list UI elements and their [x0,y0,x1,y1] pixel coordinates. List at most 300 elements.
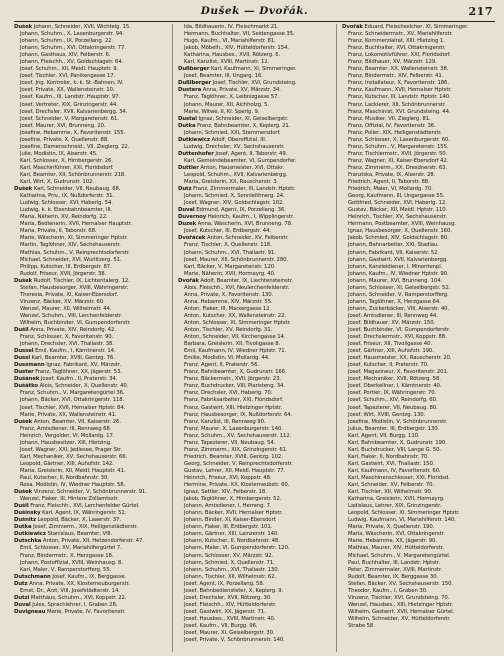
entry-details: Josef, Tischler, XVI, Panikengasse 17. [20,73,116,80]
directory-entry [178,574,331,581]
entry-details: Josef, Private, XX, Wallensteinstr. 10. [20,87,115,94]
directory-entry [178,433,331,440]
directory-entry [178,341,331,348]
entry-details: Karl, Kaufmann, XI, Simmeringer. [210,66,297,73]
entry-surname: Dußberger [178,66,210,73]
directory-entry [178,186,331,193]
directory-entry [14,412,167,419]
entry-details: Johann, Bahnarbeiter, XXI, Stadlau. [348,242,439,249]
directory-entry [14,355,167,362]
entry-surname: Dušek [14,489,33,496]
entry-details: Josef, Tischler, XVI, Grundsteing. [212,80,297,87]
directory-entry [14,517,167,524]
entry-details: Heinrich, Friseur, XVI, Koppstr. 48. [184,475,272,481]
directory-entry [342,327,495,334]
directory-entry [342,440,495,447]
entry-details: Josef, Gastwirt, XX, Jägerstr. 71. [184,608,266,615]
directory-entry [178,193,331,200]
directory-entry [342,66,495,73]
directory-entry [342,369,495,376]
entry-details: Franz, Wagner, XI, Kaiser-Ebersdorf 42. [348,157,449,164]
directory-entry [342,257,495,264]
directory-entry [178,257,331,264]
directory-entry [178,31,331,38]
directory-entry [178,390,331,397]
directory-entry [178,355,331,362]
directory-entry [178,144,331,151]
directory-entry [14,38,167,45]
entry-surname: Dušek [14,24,33,30]
entry-surname: Duttenhofer [178,150,214,157]
entry-details: Karl, Kaufmann, IV, Favoritenstr. 60. [348,467,441,474]
entry-details: Karl, Maler, V, Ramperstorfferg. 55. [20,566,112,573]
entry-details: Vinzenz, Tischler, XVI, Grundsteing. 70. [348,594,450,601]
directory-entry [14,510,167,517]
directory-entry [178,59,331,66]
entry-details: Stefan, Bäcker, XV, Sechshauserstr. 150. [348,580,454,587]
directory-entry [14,94,167,101]
entry-details: Franz, Tapezierer, VII, Neubaug. 54. [184,439,276,446]
entry-details: Karl, Schneider, XV, Felberstr. 70. [348,482,435,489]
entry-details: Rudolf, Beamter, IX, Berggasse 30. [348,573,439,580]
directory-entry [178,482,331,489]
entry-surname: Dušnitz [14,517,37,524]
directory-entry [342,207,495,214]
entry-details: Johann, Fiaker, III, Erdbergstr. 101. [184,524,273,531]
directory-entry [342,144,495,151]
entry-details: Franz, Zimmerm., XIX, Grinzingerstr. 61. [184,446,288,453]
entry-details: Karl, Mechaniker, XV, Sechshauserstr. 66. [20,453,128,460]
entry-details: Rudolf, Tischler, IX, Lichtentalerg. 12. [33,277,130,284]
entry-details: Leopold, Bäcker, X, Laaerstr. 37. [37,517,121,524]
entry-details: Josefine, Private, X, Quellenstr. 88. [20,136,109,143]
directory-entry [178,214,331,221]
entry-details: Franz, Schuhm., V, Margaretenstr. 155. [348,143,449,150]
directory-entry [14,369,167,376]
directory-entry [342,567,495,574]
directory-entry [14,264,167,271]
directory-entry [14,545,167,552]
directory-entry [14,426,167,433]
entry-details: Karl, Tischler, XII, Wilhelmstr. 90. [348,489,433,496]
directory-entry [178,109,331,116]
entry-details: Josef, Oberkellner, I, Kärntnerstr. 40. [348,383,442,390]
entry-details: Heinrich, Tischler, XV, Sechshauserstr. [348,214,447,221]
entry-details: Theodor, Kaufm., I, Graben 30. [348,587,428,594]
directory-entry [342,137,495,144]
directory-entry [178,517,331,524]
entry-details: Johann, Schuhm., XVI, Thaliastr. 130. [184,566,280,573]
entry-details: Josefine, Damenschneid., VII, Zieglerg. 22. [20,143,130,150]
entry-details: Emilie, Modistin, VI, Mollardg. 44. [184,355,270,362]
directory-entry [178,116,331,123]
directory-entry [342,609,495,616]
directory-entry [342,517,495,524]
directory-entry [342,87,495,94]
entry-details: Marie, Private, IV, Favoritenstr. [46,608,126,615]
entry-surname: Dutz [178,186,192,193]
directory-entry [178,165,331,172]
entry-details: Gustav, Bäcker, XII, Meidl. Hptstr. 110. [348,207,448,214]
directory-entry [14,87,167,94]
directory-entry [178,545,331,552]
directory-entry [178,80,331,87]
entry-details: Ida, Bildhauerin, IV, Fleischmarkt 21. [184,24,279,30]
entry-details: Stefan, Hausbesorger, XVIII, Währingerstr. [20,284,129,291]
entry-details: Josef, Kutscher, III, Erdbergstr. 44. [184,228,271,235]
entry-details: Ignaz, Schneider, XI, Geiselbergstr. [198,115,289,122]
entry-details: Josef, Schneider, V, Margaretenstr. 61. [20,115,119,122]
directory-entry [178,489,331,496]
entry-details: Leopold, Schlosser, XI, Simmeringer Hptstr. [348,510,460,517]
directory-entry [178,510,331,517]
directory-entry [342,390,495,397]
entry-details: Franz, Zimmermaler, III, Landstr. Hptstr. [193,186,296,193]
directory-entry [178,454,331,461]
entry-details: Anna, Private, XX, Klosterneuburgerstr. [29,580,130,587]
directory-entry [14,468,167,475]
directory-entry [178,595,331,602]
entry-details: Emil, Kaufm., I, Kärntnerstr. 14. [35,348,116,355]
entry-details: Johann, Taglöhner, X, Herzgasse 64. [348,298,441,305]
entry-details: Josef, Hausbes., XVIII, Martinstr. 40. [184,615,276,622]
directory-entry [342,172,495,179]
entry-details: Franz, Maurer, X, Laxenburgerstr. 140. [184,425,283,432]
entry-details: Georg, Kaufmann, III, Ungargasse 55. [348,193,445,200]
entry-surname: Dussel [14,348,34,355]
entry-details: Wenzel, Maurer, XII, Wilhelmstr. 44. [20,305,112,312]
directory-entry [342,94,495,101]
entry-details: Franz, Zimmerm., XX, Dresdnerstr. 63. [348,164,448,171]
entry-details: Josef, Schuhm., XIV, Reindorfg. 60. [348,397,438,404]
entry-details: Johann, Tischler, XII, Wilhelmstr. 62. [184,573,277,580]
entry-details: Ignaz, Sattler, XIV, Felberstr. 18. [184,489,267,496]
directory-entry [178,179,331,186]
entry-details: Anton, Fiaker, III, Marxergasse 12. [184,305,272,312]
directory-entry [14,278,167,285]
directory-entry [342,454,495,461]
directory-entry [14,102,167,109]
directory-entry [14,376,167,383]
entry-details: Vinzenz, Schneider, V, Schönbrunnerstr. 91. [33,489,147,496]
entry-details: Paul, Kutscher, II, Nordbahnstr. 30. [20,475,109,481]
entry-details: Josef, Tischler, XVII, Hernalser Hptstr. 84. [20,404,126,411]
entry-details: Wenzel, Schuhm., VIII, Lerchenfelderstr. [20,312,123,319]
directory-entry [342,623,495,630]
directory-entry [14,151,167,158]
directory-entry [14,362,167,369]
directory-entry [178,383,331,390]
entry-details: Anna, Private, XIV, Reindorfg. 42. [30,327,116,334]
directory-entry [14,341,167,348]
directory-entry [14,299,167,306]
directory-entry [14,31,167,38]
entry-details: Anton, Schneider, XV, Felberstr. [207,235,289,242]
entry-details: Johann, Maurer, XVI, Brunneng. 104. [348,277,443,284]
directory-entry [14,313,167,320]
entry-details: Gottfried, Schneider, XVI, Haberlg. 12. [348,200,447,207]
directory-entry [178,623,331,630]
entry-details: Josef, Zimmerm., XIX, Heiligenstädterstr. [33,524,138,531]
directory-entry [14,447,167,454]
entry-details: Jakob, Taglöhner, X, Himbergerstr. 52. [184,496,282,503]
column-3 [342,24,495,652]
directory-entry [14,137,167,144]
directory-entry [342,426,495,433]
directory-entry [14,306,167,313]
entry-details: Franz, Fleischh., XVI, Lerchenfelder Gürtel. [30,503,140,510]
directory-entry [342,405,495,412]
directory-entry [342,264,495,271]
directory-entry [14,186,167,193]
directory-entry [178,362,331,369]
entry-details: Franz, Beamter, XX, Wallensteinstr. 38. [348,66,449,73]
directory-entry [342,116,495,123]
directory-entry [342,341,495,348]
directory-entry [14,172,167,179]
directory-entry [342,383,495,390]
entry-details: Karl, Schneider, VII, Neubaug. 68. [33,186,121,193]
directory-entry [14,200,167,207]
directory-entry [14,524,167,531]
entry-details: Hugo, Kaufm., VI, Mariahilferstr. 81. [184,38,276,45]
entry-surname: Dušánek [14,376,40,383]
entry-details: Franz, Kaufmann, XVII, Hernalser Hptstr. [348,87,452,94]
entry-details: Anton, Hausmeister, XVI, Ottakr. [200,164,285,171]
directory-entry [14,609,167,616]
directory-entry [14,419,167,426]
directory-entry [342,602,495,609]
entry-details: Franz, Lokomotivführer, XXI, Floridsdorf. [348,52,451,59]
directory-entry [342,186,495,193]
entry-surname: Dušinsky [14,510,41,517]
directory-entry [14,489,167,496]
entry-details: Marie, Private, XX, Wallensteinstr. 41. [20,411,117,418]
entry-surname: Duzek [178,221,197,228]
entry-details: Johann, Zuckerbäcker, VIII, Alserstr. 40. [348,305,450,312]
entry-details: Josef, Kaufm., IX, Berggasse. [52,573,127,580]
directory-entry [178,440,331,447]
entry-surname: Dustal [178,115,197,122]
directory-entry [342,538,495,545]
entry-details: Ladislaus, Lehrer, XIX, Grinzingerstr. [348,503,442,510]
directory-entry [178,200,331,207]
directory-entry [178,299,331,306]
entry-details: Josef, Kaufm., III, Landstr. Hauptstr. 97. [20,94,121,101]
directory-entry [342,433,495,440]
entry-details: Franz, Taglöhner, XX, Jägerstr. 53. [35,369,122,376]
directory-entry [178,94,331,101]
entry-details: Johann, Maler, VI, Gumpendorferstr. 120. [184,545,290,552]
directory-entry [178,137,331,144]
directory-entry [342,242,495,249]
entry-details: Johann, Schneider, V, Ramperstorfferg. [348,291,449,298]
entry-details: Johann, Schuhm., XVI, Ottakringerstr. 77. [20,45,126,52]
directory-entry [14,228,167,235]
directory-entry [342,503,495,510]
entry-surname: Dutschmann [14,573,51,580]
entry-details: Josef, Gärtner, XIII, Auhofstr. 190. [348,348,434,355]
entry-surname: Dušil [14,327,29,334]
entry-details: Josef, Private, V, Schönbrunnerstr. 140. [184,637,285,644]
entry-details: Josef, Schuhm., XII, Meidl. Hauptstr. 9. [20,66,119,73]
directory-entry [14,257,167,264]
entry-surname: Dvořák [178,277,199,284]
directory-entry [178,151,331,158]
directory-entry [14,320,167,327]
entry-details: Anton, Tischler, XV, Reindorfg. 31. [184,327,273,334]
directory-entry [178,24,331,31]
entry-details: Maria, Private, X, Quellenstr. 190. [348,524,435,531]
entry-surname: Dušil [14,503,29,510]
entry-details: Johann, Schlosser, XV, Märzstr. 92. [184,552,274,559]
directory-entry [342,468,495,475]
entry-details: Hermann, Buchhalter, VII, Seidengasse 35. [184,31,295,38]
entry-details: Maria, Greislerin, XII, Meidl. Hauptstr. 41. [20,467,126,474]
entry-details: Franz, Schlosser, X, Laxenburgerstr. 60. [348,136,450,143]
directory-entry [178,320,331,327]
entry-details: Johann, Kaufm., IV, Wiedner Hptstr. 90. [348,270,449,277]
entry-details: Johann, Schneider, XVII, Wichtelg. 15. [33,24,131,30]
directory-entry [14,334,167,341]
directory-entry [178,560,331,567]
directory-entry [178,306,331,313]
directory-entry [342,165,495,172]
entry-surname: Dutschka [14,538,42,545]
directory-entry [14,574,167,581]
directory-entry [178,553,331,560]
entry-details: Johann, Schmied, X, Quellenstr. 71. [184,559,275,566]
entry-details: Katharina, Greislerin, XVII, Hormayrg. [348,496,445,503]
entry-details: Rudolf, Friseur, XVII, Jörgerstr. 38. [20,270,107,277]
entry-details: Anna, Private, X, Favoritenstr. 130. [184,291,274,298]
entry-details: Julie, Modistin, IX, Alserstr. 45. [20,150,98,157]
entry-details: Gustav, Lehrer, XII, Meidl. Hauptstr. 77. [184,467,286,474]
entry-details: Ignaz, Fabrikant, XV, Märzstr. [46,362,122,369]
page-header [14,4,495,20]
entry-details: Johann, Gastwirt, XVII, Kalvarienbergg. [348,256,448,263]
entry-surname: Dutka [178,122,196,129]
entry-details: Heinrich, Kaufm., I, Wipplingerstr. [207,214,295,221]
directory-entry [178,158,331,165]
entry-details: Marie, Witwe, II, Kl. Sperlg. 9. [184,108,260,115]
entry-details: Johann, Schmied, XXI, Stammersdorf. [184,129,281,136]
entry-details: Karl, Gastwirt, XVI, Thaliastr. 150. [348,460,435,467]
entry-details: Barbara, Greislerin, XII, Tivoligasse 8. [184,341,281,348]
entry-surname: Dušek [14,186,33,193]
directory-entry [178,327,331,334]
entry-details: Anna, Wäscherin, XVI, Brunneng. 78. [197,221,293,228]
directory-entry [14,130,167,137]
entry-details: Hermann, Postbeamter, XVIII, Weinhausg. [348,221,456,228]
directory-entry [178,369,331,376]
entry-details: Katharina, Hausbes., XVII, Rötzerg. 6. [184,52,281,59]
directory-entry [342,412,495,419]
entry-details: Josef, Agent, II, Taborstr. 49. [215,150,288,157]
entry-details: Josef, Kutscher, II, Praterstr. 70. [348,362,429,369]
directory-entry [178,419,331,426]
directory-entry [178,637,331,644]
directory-entry [342,581,495,588]
directory-entry [342,560,495,567]
entry-details: Marie, Wäscherin, XI, Simmeringer Hptstr. [20,235,128,242]
directory-entry [14,454,167,461]
directory-entry [178,588,331,595]
entry-details: Strabe 58. [348,622,375,629]
entry-details: Karl, Schlosser, X, Himbergerstr. 26. [20,157,113,164]
entry-details: Franz, Tischlermstr., XVII, Jörgerstr. 50. [348,150,448,157]
entry-details: Friedrich, Agent, II, Taborstr. 88. [348,179,430,186]
entry-details: Wenzel, Hausbes., XIII, Hietzinger Hptstr. [348,601,454,608]
entry-details: Karl, Fiaker, II, Nordbahnstr. 70. [348,453,429,460]
entry-details: Karl, Maschinenschlosser, XXI, Floridsd. [348,475,450,481]
directory-entry [178,123,331,130]
directory-entry [14,179,167,186]
directory-entry [342,475,495,482]
header-rule [14,21,495,22]
directory-entry [342,320,495,327]
entry-details: Anton, Schneider, VII, Kirchengasse 14. [184,334,286,341]
entry-details: Josef, Kaufm., II, Praterstr. 34. [40,376,118,383]
entry-details: Karl, Agent, IX, Währingerstr. 52. [42,510,127,517]
entry-details: Josef, Wagner, XXI, Jedlesee, Prager Str. [20,446,123,453]
directory-entry [178,602,331,609]
entry-details: Josef, Tapezierer, VII, Neubaug. 80. [348,404,438,411]
entry-details: Franz, Agent, II, Praterstr. 56. [184,362,259,369]
entry-details: Josefine, Hebamme, X, Favoritenstr. 155. [20,129,126,136]
entry-details: Franz, Tischler, X, Quellenstr. 118. [184,242,272,249]
entry-details: Josef, Wagner, XIV, Goldschlagstr. 102. [184,200,284,207]
entry-surname: Dustera [178,87,202,94]
entry-details: Wenzel, Fiaker, III, Hintere Zollamtsstr. [20,496,119,503]
entry-details: Wilhelm, Buchbinder, VI, Gumpendorferstr. [20,319,131,326]
entry-details: Josef, Buchbinder, VI, Gumpendorferstr. [348,327,451,334]
directory-entry [342,376,495,383]
directory-entry [342,461,495,468]
entry-surname: Dutkiewicz [14,531,46,538]
directory-entry [14,560,167,567]
entry-details: Franz, Fabriksarbeiter, XXI, Floridsdorf. [184,397,284,404]
directory-entry [342,348,495,355]
entry-details: Franz, Amtsdiener, III, Rennweg 68. [20,425,112,432]
directory-entry [14,207,167,214]
directory-entry [178,73,331,80]
entry-details: Johann, Bäcker, XVII, Hernalser Hptstr. [184,510,283,517]
entry-details: Josef, Maurer, XI, Geiselbergstr. 30. [184,630,275,637]
entry-details: Karl, Kanzlist, XVIII, Martinstr. 12. [184,59,270,66]
directory-entry [178,447,331,454]
directory-entry [14,52,167,59]
running-title: Dušek — Dvořák. [200,5,309,17]
entry-surname: Dvořák [342,24,363,30]
entry-details: Rosa, Modistin, IV, Wiedner Hauptstr. 58. [20,482,126,489]
entry-details: Franz, Buchhalter, XVI, Ottakringerstr. [348,45,446,52]
directory-entry [342,278,495,285]
entry-details: Katharina, Priv., IX, Nußdorferstr. 31. [20,193,115,200]
entry-details: Karl, Bäcker, V, Margaretenstr. 120. [184,263,276,270]
directory-entry [14,327,167,334]
entry-details: Johann, Schuhm., IX, Porzellang. 22. [20,38,114,45]
entry-details: Josef, Beamter, III, Ungarg. 16. [184,73,263,80]
entry-details: Johann, Fleischh., XV, Goldschlagstr. 64. [20,59,124,66]
directory-entry [14,588,167,595]
directory-entry [14,433,167,440]
directory-entry [14,242,167,249]
directory-entry [14,567,167,574]
directory-entry [342,306,495,313]
directory-entry [342,510,495,517]
entry-details: Franz, Gastwirt, XIII, Hietzinger Hptstr. [184,404,283,411]
